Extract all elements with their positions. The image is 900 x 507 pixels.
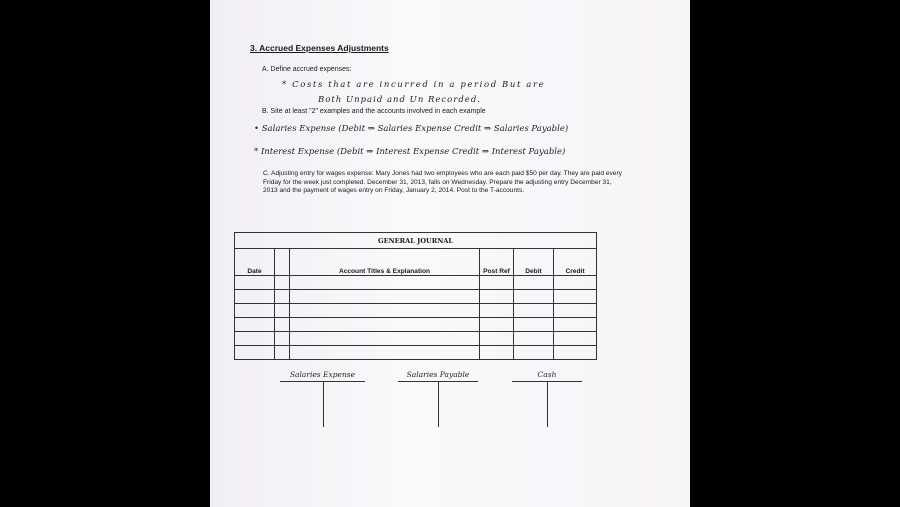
journal-cell [290, 276, 480, 290]
journal-cell [480, 318, 514, 332]
journal-cell [290, 318, 480, 332]
col-post-ref-header: Post Ref [480, 249, 514, 276]
journal-cell [290, 304, 480, 318]
t-account-stem [547, 381, 548, 427]
journal-body [235, 276, 597, 360]
journal-cell [275, 304, 290, 318]
section-heading: 3. Accrued Expenses Adjustments [250, 43, 389, 53]
handwritten-answer-a-line2: Both Unpaid and Un Recorded. [318, 95, 481, 105]
journal-cell [235, 332, 275, 346]
journal-cell [480, 290, 514, 304]
journal-cell [480, 346, 514, 360]
journal-cell [275, 276, 290, 290]
journal-row [235, 318, 597, 332]
handwritten-answer-a-line1: * Costs that are incurred in a period But are [282, 80, 546, 90]
journal-cell [480, 276, 514, 290]
t-account-label: Cash [537, 370, 557, 379]
col-account-header: Account Titles & Explanation [290, 249, 480, 276]
journal-cell [235, 304, 275, 318]
col-date-header: Date [235, 249, 275, 276]
journal-cell [514, 332, 554, 346]
journal-cell [554, 290, 597, 304]
t-account-label: Salaries Expense [289, 370, 356, 379]
journal-cell [275, 318, 290, 332]
journal-cell [514, 346, 554, 360]
journal-title: GENERAL JOURNAL [235, 233, 597, 249]
journal-cell [554, 304, 597, 318]
journal-cell [514, 318, 554, 332]
journal-cell [554, 318, 597, 332]
question-b: B. Site at least "2" examples and the accounts involved in each example [262, 108, 486, 115]
journal-row [235, 304, 597, 318]
handwritten-answer-b1: • Salaries Expense (Debit ⇒ Salaries Expense Credit ⇒ Salaries Payable) [254, 124, 569, 134]
general-journal-table [234, 232, 597, 360]
journal-cell [235, 318, 275, 332]
journal-cell [514, 290, 554, 304]
col-blank-header [275, 249, 290, 276]
question-c: C. Adjusting entry for wages expense: Mary Jones had two employees who are each paid $50 per day. They are paid every Friday for the week just completed. December 31, 2013, falls on Wednesday. Prepare the adjusting entry December 31, 2013 and the payment of wages entry on Friday, January 2, 2014. Post to the T-accounts. [263, 170, 622, 195]
journal-cell [275, 332, 290, 346]
journal-cell [554, 276, 597, 290]
journal-row [235, 276, 597, 290]
journal-cell [275, 290, 290, 304]
journal-cell [290, 332, 480, 346]
question-a: A. Define accrued expenses: [262, 66, 352, 73]
journal-cell [235, 290, 275, 304]
worksheet-page [210, 0, 690, 507]
journal-cell [514, 276, 554, 290]
journal-cell [235, 276, 275, 290]
col-credit-header: Credit [554, 249, 597, 276]
t-account-label: Salaries Payable [406, 370, 470, 379]
col-debit-header: Debit [514, 249, 554, 276]
journal-cell [275, 346, 290, 360]
journal-cell [480, 332, 514, 346]
journal-cell [514, 304, 554, 318]
journal-cell [290, 346, 480, 360]
handwritten-answer-b2: * Interest Expense (Debit ⇒ Interest Expense Credit ⇒ Interest Payable) [254, 147, 566, 157]
journal-cell [554, 346, 597, 360]
journal-cell [554, 332, 597, 346]
journal-cell [235, 346, 275, 360]
journal-row [235, 346, 597, 360]
journal-cell [480, 304, 514, 318]
journal-row [235, 290, 597, 304]
t-account-stem [323, 381, 324, 427]
t-account-stem [438, 381, 439, 427]
journal-row [235, 332, 597, 346]
journal-cell [290, 290, 480, 304]
